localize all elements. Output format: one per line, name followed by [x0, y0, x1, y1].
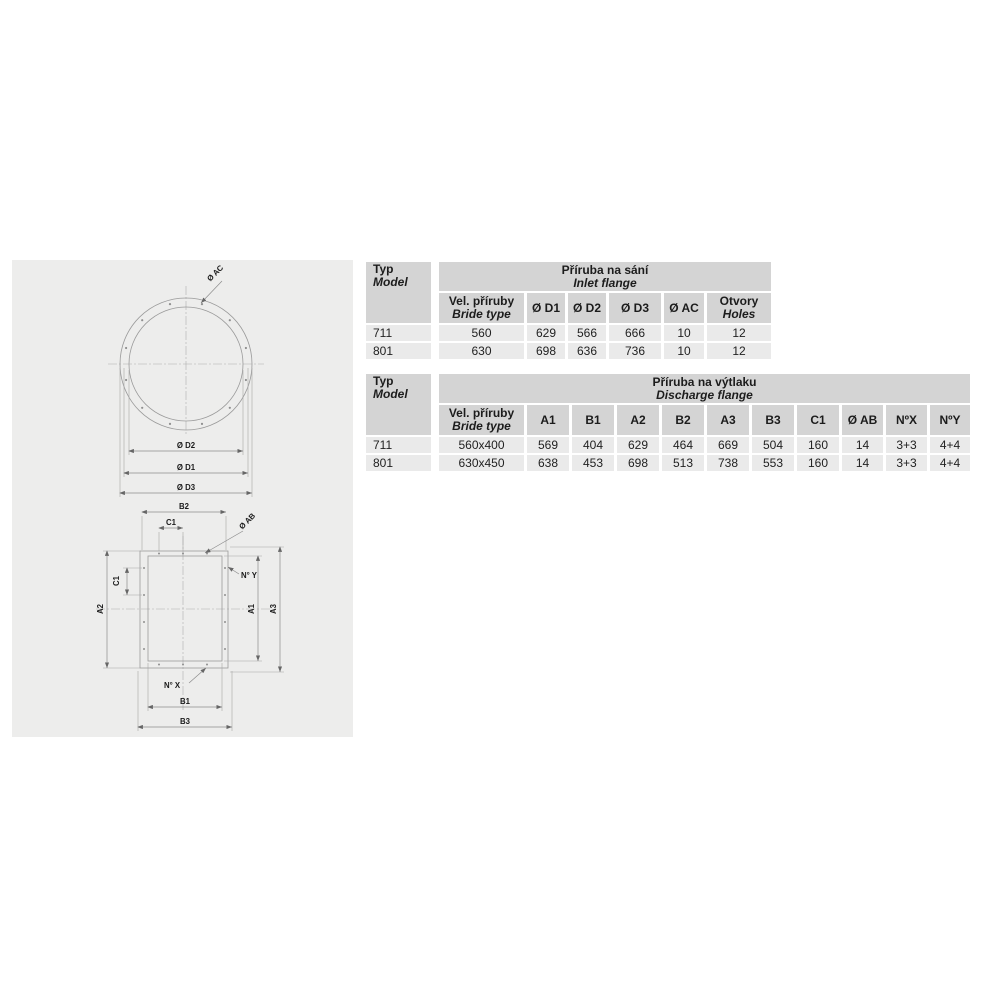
discharge-col-bride-type: Vel. příruby Bride type	[439, 405, 524, 435]
dim-label-a2: A2	[96, 604, 105, 614]
value-cell: 10	[664, 343, 704, 359]
discharge-table-title	[439, 374, 970, 403]
column-gap	[434, 374, 436, 471]
ac-leader-line	[201, 281, 222, 303]
value-cell: 666	[609, 325, 661, 341]
value-cell: 636	[568, 343, 606, 359]
discharge-col-b2: B2	[662, 405, 704, 435]
value-cell: 4+4	[930, 455, 970, 471]
value-cell: 14	[842, 455, 883, 471]
inlet-title-cz: Příruba na sání	[561, 262, 649, 277]
value-cell: 698	[617, 455, 659, 471]
value-cell: 638	[527, 455, 569, 471]
value-cell: 669	[707, 437, 749, 453]
value-cell: 736	[609, 343, 661, 359]
typ-label: Typ	[373, 262, 394, 276]
dim-label-ac: Ø AC	[205, 263, 226, 284]
discharge-row-801	[366, 455, 970, 471]
discharge-row-711	[366, 437, 970, 453]
discharge-corner-header	[366, 374, 431, 435]
discharge-col-b1: B1	[572, 405, 614, 435]
flange-drawing	[12, 260, 353, 737]
dim-label-b1: B1	[180, 697, 190, 706]
inlet-col-d1: Ø D1	[527, 293, 565, 323]
typ-label: Typ	[373, 374, 394, 388]
value-cell: 566	[568, 325, 606, 341]
dim-label-c1-left: C1	[112, 576, 121, 586]
discharge-title-en: Discharge flange	[656, 387, 753, 402]
column-gap	[434, 262, 436, 359]
inlet-corner-header	[366, 262, 431, 323]
dim-label-a1: A1	[247, 604, 256, 614]
discharge-col-nx: NºX	[886, 405, 927, 435]
discharge-col-a2: A2	[617, 405, 659, 435]
outer-flange-rect	[140, 551, 228, 668]
inlet-row-711	[366, 325, 771, 341]
nx-leader-line	[189, 668, 206, 683]
value-cell: 698	[527, 343, 565, 359]
value-cell: 513	[662, 455, 704, 471]
dim-label-d3: Ø D3	[176, 483, 196, 492]
discharge-flange-table	[363, 372, 973, 473]
value-cell: 464	[662, 437, 704, 453]
inlet-col-d3: Ø D3	[609, 293, 661, 323]
value-cell: 738	[707, 455, 749, 471]
discharge-col-a1: A1	[527, 405, 569, 435]
value-cell: 14	[842, 437, 883, 453]
inlet-col-holes: Otvory Holes	[707, 293, 771, 323]
value-cell: 160	[797, 437, 839, 453]
dim-label-nx: N° X	[164, 681, 181, 690]
inlet-table-title	[439, 262, 771, 291]
inlet-title-en: Inlet flange	[573, 275, 637, 290]
value-cell: 553	[752, 455, 794, 471]
value-cell: 630x450	[439, 455, 524, 471]
discharge-col-ny: NºY	[930, 405, 970, 435]
inlet-col-ac: Ø AC	[664, 293, 704, 323]
dim-label-ny: N° Y	[241, 571, 257, 580]
discharge-col-c1: C1	[797, 405, 839, 435]
value-cell: 630	[439, 343, 524, 359]
dim-label-d2: Ø D2	[176, 441, 196, 450]
inlet-flange-table	[363, 260, 774, 361]
dim-label-d1: Ø D1	[176, 463, 196, 472]
dim-label-b2: B2	[179, 502, 189, 511]
value-cell: 404	[572, 437, 614, 453]
discharge-title-cz: Příruba na výtlaku	[652, 374, 757, 389]
model-cell: 801	[366, 343, 431, 359]
inlet-flange-figure	[108, 263, 264, 497]
model-cell: 711	[366, 437, 431, 453]
inlet-row-801	[366, 343, 771, 359]
dim-label-c1-top: C1	[166, 518, 176, 527]
discharge-col-b3: B3	[752, 405, 794, 435]
model-label: Model	[373, 387, 408, 401]
ab-leader-line	[205, 531, 243, 553]
inlet-col-bride-type: Vel. příruby Bride type	[439, 293, 524, 323]
discharge-col-a3: A3	[707, 405, 749, 435]
inlet-col-d2: Ø D2	[568, 293, 606, 323]
discharge-col-ab: Ø AB	[842, 405, 883, 435]
ny-leader-line	[228, 567, 239, 574]
model-label: Model	[373, 275, 408, 289]
dim-label-ab: Ø AB	[237, 511, 258, 532]
discharge-flange-figure	[96, 502, 284, 731]
dim-label-a3: A3	[269, 604, 278, 614]
value-cell: 453	[572, 455, 614, 471]
value-cell: 3+3	[886, 455, 927, 471]
value-cell: 629	[527, 325, 565, 341]
dim-label-b3: B3	[180, 717, 190, 726]
value-cell: 569	[527, 437, 569, 453]
value-cell: 560x400	[439, 437, 524, 453]
inner-flange-rect	[148, 556, 222, 661]
value-cell: 504	[752, 437, 794, 453]
model-cell: 711	[366, 325, 431, 341]
value-cell: 10	[664, 325, 704, 341]
value-cell: 12	[707, 343, 771, 359]
value-cell: 160	[797, 455, 839, 471]
flange-drawing-panel	[12, 260, 353, 737]
model-cell: 801	[366, 455, 431, 471]
value-cell: 560	[439, 325, 524, 341]
value-cell: 3+3	[886, 437, 927, 453]
value-cell: 4+4	[930, 437, 970, 453]
value-cell: 629	[617, 437, 659, 453]
value-cell: 12	[707, 325, 771, 341]
